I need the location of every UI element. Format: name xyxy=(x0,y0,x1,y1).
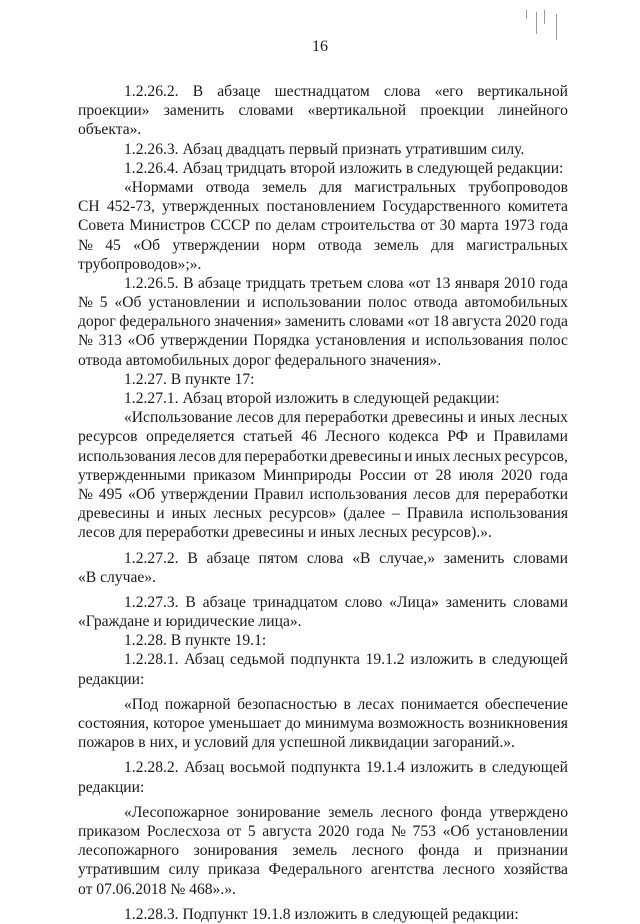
text-line xyxy=(78,216,568,235)
text-word: трубопроводов xyxy=(468,178,568,196)
text-word: «его xyxy=(434,83,464,100)
text-word: утвержденными xyxy=(78,466,186,484)
text-word: абзаце xyxy=(197,274,242,292)
text-word: переработки xyxy=(244,447,328,465)
text-word: агентства xyxy=(370,861,435,879)
text-word: норм xyxy=(271,236,306,254)
text-word: земель xyxy=(261,178,307,196)
text-word: «Об xyxy=(127,332,155,350)
text-word: отвода xyxy=(413,294,458,312)
text-word: пожарной xyxy=(164,695,231,713)
text-word: полос xyxy=(529,332,568,350)
text-word: 5 xyxy=(247,822,256,840)
text-word: и xyxy=(474,842,483,860)
text-line xyxy=(78,504,568,523)
text-word: автомобильных xyxy=(464,294,568,312)
text-word: «Лесопожарное xyxy=(124,803,229,821)
text-word: заменить xyxy=(284,313,346,331)
text-word: для xyxy=(319,178,342,196)
text-word: обеспечение xyxy=(484,695,568,713)
text-word: до xyxy=(285,715,301,732)
text-word: Минприроды xyxy=(262,466,352,484)
text-word: тринадцатом xyxy=(252,593,338,611)
text-word: переработки xyxy=(485,485,568,503)
text-word: комитета xyxy=(507,198,568,216)
text-word: переработки xyxy=(304,409,388,427)
text-word: состояния, xyxy=(78,715,150,732)
text-word: возникновения xyxy=(468,715,568,732)
text-word: постановлением xyxy=(266,198,376,216)
text-word: использования xyxy=(78,447,176,465)
text-word: приказом xyxy=(193,466,256,484)
text-word: 1.2.28.1. xyxy=(124,651,179,669)
text-word: абзаце xyxy=(217,83,261,100)
text-word: следующей xyxy=(491,651,568,669)
text-word: изложить xyxy=(410,759,474,777)
text-word: древесины xyxy=(78,505,150,523)
text-word: слова xyxy=(367,274,404,292)
text-word: слова xyxy=(306,549,344,567)
text-word: 495 xyxy=(98,485,123,503)
text-word: использовании xyxy=(262,294,362,312)
text-word: 2020 xyxy=(500,466,533,484)
text-word: земель xyxy=(292,842,338,860)
text-word: утверждении xyxy=(160,332,248,350)
text-word: отвода xyxy=(317,236,362,254)
text-line xyxy=(78,714,568,733)
text-word: Правилами xyxy=(493,428,568,446)
text-word: статьей xyxy=(243,428,293,446)
text-word: абзаце xyxy=(202,593,246,611)
text-word: пятом xyxy=(258,549,299,567)
text-word: августа xyxy=(262,822,312,840)
text-word: иных xyxy=(415,447,451,465)
text-line: 1.2.27.1. Абзац второй изложить в следующей редакции: xyxy=(124,390,500,407)
text-word: 5 xyxy=(99,294,108,312)
text-word: использования xyxy=(309,485,408,503)
text-line xyxy=(78,293,568,312)
text-word: линейного xyxy=(498,102,568,120)
text-word: 1.2.26.2. xyxy=(124,83,179,100)
text-word: установлении xyxy=(476,822,568,840)
text-line: редакции: xyxy=(78,778,145,796)
text-line xyxy=(78,82,568,101)
text-word: 46 xyxy=(301,428,317,446)
text-word: № xyxy=(78,332,93,350)
text-word: подпункта xyxy=(290,651,360,669)
text-line xyxy=(78,841,568,860)
text-word: земель xyxy=(373,236,419,254)
text-word: от xyxy=(226,822,242,840)
text-word: 18 xyxy=(433,313,449,331)
text-word: проекции xyxy=(420,102,485,120)
text-word: «Лица» xyxy=(389,593,439,611)
text-word: древесины xyxy=(392,409,464,427)
text-line: объекта». xyxy=(78,121,142,139)
text-word: признании xyxy=(496,842,568,860)
text-word: определяется xyxy=(146,428,235,446)
text-word: В xyxy=(185,593,196,611)
text-word: Федерального xyxy=(268,861,363,879)
text-word: лесных xyxy=(213,505,263,523)
text-word: лесов xyxy=(236,409,274,427)
text-word: 1.2.26.5. xyxy=(124,274,179,292)
text-word: полос xyxy=(368,294,407,312)
text-word: В xyxy=(192,83,204,100)
text-word: утверждено xyxy=(489,803,568,821)
text-word: Государственного xyxy=(382,198,501,216)
text-word: Абзац xyxy=(184,759,225,777)
text-word: лесного xyxy=(442,861,495,879)
text-word: 13 xyxy=(434,274,451,292)
text-word: Совета xyxy=(78,217,125,235)
text-word: 2010 xyxy=(503,274,536,292)
text-word: использования xyxy=(470,505,568,523)
text-word: для xyxy=(456,485,480,503)
text-word: в xyxy=(343,695,351,713)
text-word: фонда xyxy=(440,803,482,821)
text-word: России xyxy=(359,466,407,484)
text-word: года xyxy=(539,466,568,484)
text-line xyxy=(78,758,568,777)
text-word: и xyxy=(467,409,476,427)
text-word: и xyxy=(411,332,420,350)
text-word: силу xyxy=(168,861,200,879)
text-word: значения» xyxy=(214,313,282,331)
text-word: возможность xyxy=(377,715,465,732)
text-word: для xyxy=(277,409,301,427)
text-word: федерального xyxy=(119,313,211,331)
text-line: трубопроводов»;». xyxy=(78,255,202,273)
text-word: отвода xyxy=(205,178,250,196)
text-word: 1.2.27.2. xyxy=(124,549,179,567)
text-word: «Под xyxy=(124,695,159,713)
text-word: – xyxy=(392,505,400,523)
text-word: зонирование xyxy=(236,803,321,821)
text-line xyxy=(78,312,568,331)
text-word: Абзац xyxy=(184,651,225,669)
text-word: уменьшает xyxy=(208,715,282,732)
text-line: отвода автомобильных дорог федерального значения». xyxy=(78,351,442,369)
text-word: года xyxy=(539,217,568,235)
text-word: следующей xyxy=(491,759,568,777)
text-word: «Об xyxy=(128,485,156,503)
text-word: и xyxy=(476,428,485,446)
text-word: строительства xyxy=(320,217,416,235)
text-line xyxy=(78,447,568,466)
text-word: понимается xyxy=(400,695,479,713)
text-word: хозяйства xyxy=(503,861,568,879)
text-word: «Об xyxy=(442,822,470,840)
text-word: ресурсов xyxy=(78,428,138,446)
text-word: шестнадцатом xyxy=(274,83,370,100)
text-word: для xyxy=(431,236,454,254)
text-word: заменить xyxy=(163,102,225,120)
text-word: утвержденных xyxy=(162,198,260,216)
text-word: лесопожарного xyxy=(78,842,180,860)
text-word: «от xyxy=(408,274,431,292)
text-word: утратившим xyxy=(78,861,160,879)
text-word: 313 xyxy=(98,332,122,350)
text-word: зонирования xyxy=(193,842,278,860)
text-word: безопасностью xyxy=(237,695,338,713)
text-word: иных xyxy=(171,505,207,523)
text-word: 1.2.28.2. xyxy=(124,759,179,777)
text-word: в xyxy=(478,759,487,777)
text-word: 1.2.27.3. xyxy=(124,593,179,611)
text-word: лесного xyxy=(380,803,433,821)
text-line xyxy=(78,236,568,255)
text-word: приказом xyxy=(78,822,141,840)
text-word: третьем xyxy=(310,274,363,292)
text-word: 452-73, xyxy=(106,198,155,216)
text-line xyxy=(78,197,568,216)
text-line xyxy=(78,178,568,197)
text-word: Министров xyxy=(129,217,206,235)
text-line xyxy=(78,549,568,568)
text-word: № xyxy=(78,294,93,312)
text-word: седьмой xyxy=(229,651,285,669)
text-word: в xyxy=(478,651,487,669)
text-word: Порядка xyxy=(253,332,310,350)
text-word: Рослесхоза xyxy=(146,822,221,840)
text-line: 1.2.26.3. Абзац двадцать первый признать утратившим силу. xyxy=(124,140,525,158)
text-line xyxy=(78,803,568,822)
text-word: магистральных xyxy=(354,178,457,196)
text-word: заменить xyxy=(445,593,507,611)
text-line: 1.2.26.4. Абзац тридцать второй изложить в следующей редакции: xyxy=(124,159,564,177)
text-word: года xyxy=(539,274,568,292)
text-line: 1.2.27. В пункте 17: xyxy=(124,370,255,388)
text-line: редакции: xyxy=(78,670,145,688)
text-word: изложить xyxy=(410,651,474,669)
text-word: словами xyxy=(513,549,568,567)
text-word: № xyxy=(78,485,93,503)
text-word: ресурсов» xyxy=(269,505,337,523)
text-word: приказа xyxy=(208,861,260,879)
text-word: фонда xyxy=(418,842,460,860)
text-word: года xyxy=(356,822,385,840)
text-word: установления xyxy=(315,332,406,350)
text-word: дорог xyxy=(78,313,116,331)
text-word: «Нормами xyxy=(124,178,194,196)
text-word: утверждении xyxy=(160,485,249,503)
text-word: утверждении xyxy=(172,236,260,254)
text-line xyxy=(78,331,568,350)
text-word: для xyxy=(218,447,242,465)
text-word: заменить xyxy=(443,549,505,567)
text-word: «вертикальной xyxy=(307,102,407,120)
text-word: словами xyxy=(348,313,404,331)
text-word: ресурсов, xyxy=(504,447,568,465)
text-word: 753 xyxy=(412,822,436,840)
text-word: лесах xyxy=(357,695,395,713)
text-word: вертикальной xyxy=(477,83,568,100)
text-word: и xyxy=(404,447,413,465)
text-word: Правил xyxy=(254,485,304,503)
text-word: кодекса xyxy=(388,428,439,446)
text-word: минимума xyxy=(304,715,374,732)
text-word: восьмой xyxy=(229,759,286,777)
text-word: по xyxy=(255,217,272,235)
text-word: проекции» xyxy=(78,102,150,120)
text-word: лесных xyxy=(453,447,502,465)
text-word: Правила xyxy=(406,505,464,523)
text-line xyxy=(78,427,568,446)
text-line xyxy=(78,860,568,879)
text-line xyxy=(78,650,568,669)
text-word: делам xyxy=(276,217,316,235)
text-word: Лесного xyxy=(325,428,380,446)
text-line: 1.2.28.3. Подпункт 19.1.8 изложить в следующей редакции: xyxy=(124,905,519,923)
text-word: августа xyxy=(452,313,502,331)
text-word: СССР xyxy=(210,217,251,235)
text-word: № xyxy=(78,236,93,254)
text-word: лесов xyxy=(178,447,216,465)
text-word: словами xyxy=(513,593,568,611)
text-word: магистральных xyxy=(466,236,568,254)
text-line: от 07.06.2018 № 468».». xyxy=(78,880,236,898)
text-word: древесины xyxy=(330,447,402,465)
text-word: установлении xyxy=(148,294,240,312)
text-word: абзаце xyxy=(206,549,250,567)
text-word: «от xyxy=(407,313,430,331)
text-word: лесных xyxy=(519,409,568,427)
text-word: иных xyxy=(480,409,516,427)
text-line xyxy=(78,408,568,427)
text-word: (далее xyxy=(343,505,386,523)
text-word: «Использование xyxy=(124,409,233,427)
text-word: 2020 xyxy=(505,313,537,331)
text-line: лесов для переработки древесины и иных лесных ресурсов).». xyxy=(78,524,492,542)
text-word: земель xyxy=(328,803,374,821)
text-line: 1.2.28. В пункте 19.1: xyxy=(124,632,267,650)
text-word: В xyxy=(187,549,198,567)
text-word: и xyxy=(156,505,165,523)
text-line: «В случае». xyxy=(78,568,156,586)
text-line: пожаров в них, и условий для успешной ликвидации загораний.». xyxy=(78,734,515,752)
text-word: № xyxy=(391,822,406,840)
page-number: 16 xyxy=(312,38,328,55)
text-word: 19.1.2 xyxy=(365,651,405,669)
text-word: подпункта xyxy=(290,759,361,777)
text-line: «Граждане и юридические лица». xyxy=(78,613,302,631)
text-word: «Об xyxy=(133,236,161,254)
scan-artifact-marks xyxy=(526,10,566,40)
text-word: января xyxy=(454,274,500,292)
text-word: использования xyxy=(425,332,524,350)
text-word: 19.1.4 xyxy=(365,759,405,777)
text-word: от xyxy=(420,217,435,235)
text-word: слова xyxy=(383,83,421,100)
text-word: и xyxy=(246,294,256,312)
text-word: марта xyxy=(460,217,499,235)
text-word: лесного xyxy=(351,842,404,860)
text-line xyxy=(78,695,568,714)
text-word: СН xyxy=(78,198,100,216)
text-word: «В xyxy=(352,549,371,567)
text-word: 30 xyxy=(439,217,456,235)
text-line xyxy=(78,101,568,120)
text-word: В xyxy=(183,274,194,292)
text-word: случае,» xyxy=(379,549,436,567)
text-word: которое xyxy=(153,715,205,732)
text-word: 45 xyxy=(105,236,121,254)
text-word: 2020 xyxy=(318,822,350,840)
text-word: от xyxy=(413,466,429,484)
text-line xyxy=(78,593,568,612)
text-word: РФ xyxy=(447,428,468,446)
text-line xyxy=(78,466,568,485)
text-word: 28 xyxy=(435,466,452,484)
text-word: лесов xyxy=(413,485,451,503)
text-line xyxy=(78,274,568,293)
text-line xyxy=(78,822,568,841)
text-word: тридцать xyxy=(245,274,306,292)
text-word: 1973 xyxy=(503,217,535,235)
text-word: года xyxy=(539,313,568,331)
text-word: «Об xyxy=(114,294,142,312)
text-line xyxy=(78,485,568,504)
text-word: слово xyxy=(344,593,383,611)
text-word: июля xyxy=(458,466,494,484)
document-body xyxy=(78,82,568,924)
text-word: словами xyxy=(238,102,294,120)
